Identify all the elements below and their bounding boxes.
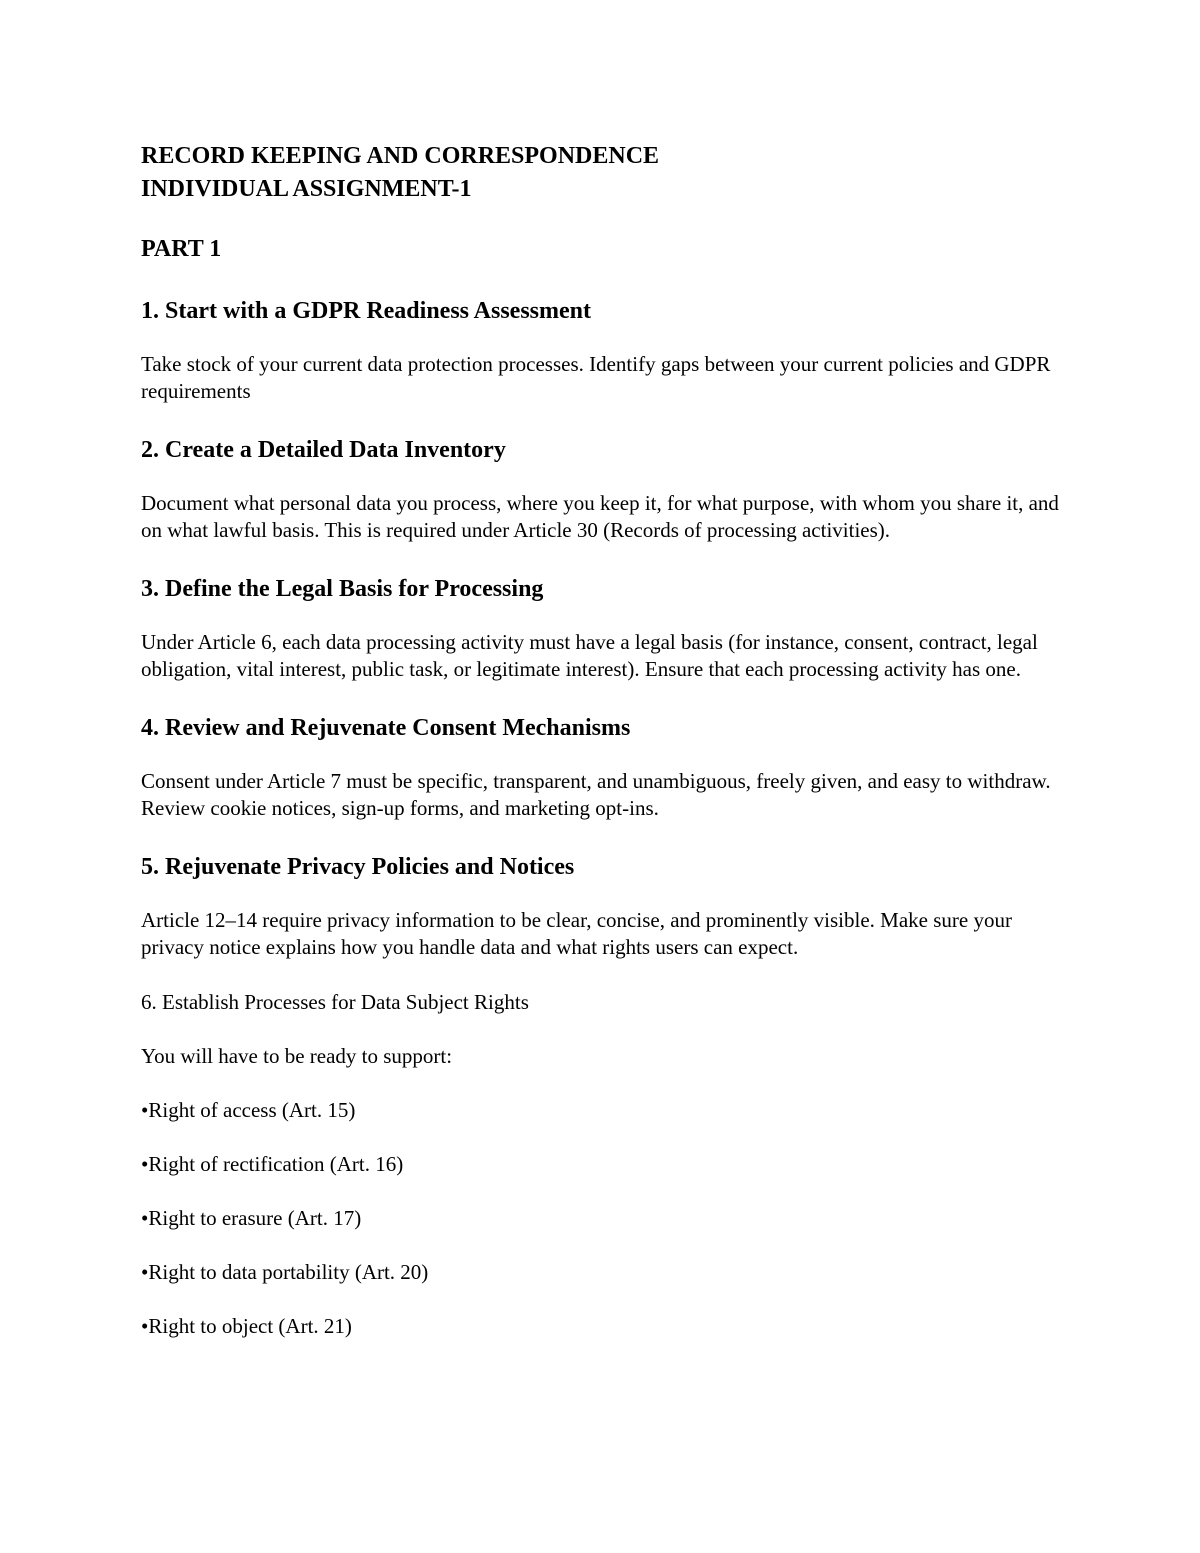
list-item: •Right to erasure (Art. 17) [141, 1206, 362, 1230]
section-heading: 1. Start with a GDPR Readiness Assessment [141, 298, 591, 324]
list-item: •Right of rectification (Art. 16) [141, 1152, 404, 1176]
document-subtitle: INDIVIDUAL ASSIGNMENT-1 [141, 176, 472, 202]
section-heading: 3. Define the Legal Basis for Processing [141, 576, 544, 602]
section-4 [141, 712, 1061, 822]
section-2 [141, 434, 1061, 544]
part-heading: PART 1 [141, 236, 222, 262]
list-item: •Right of access (Art. 15) [141, 1098, 356, 1122]
section-3 [141, 573, 1061, 683]
section-body: Take stock of your current data protection processes. Identify gaps between your current policies and GDPR requirements [141, 352, 1051, 403]
section-body: Document what personal data you process, where you keep it, for what purpose, with whom you share it, and on what lawful basis. This is required under Article 30 (Records of processing activities). [141, 491, 1059, 542]
section-1 [141, 295, 1061, 405]
list-item: •Right to object (Art. 21) [141, 1314, 352, 1338]
section-5 [141, 851, 1061, 961]
section-body: Consent under Article 7 must be specific, transparent, and unambiguous, freely given, and easy to withdraw. Review cookie notices, sign-up forms, and marketing opt-ins. [141, 769, 1051, 820]
section-heading: 2. Create a Detailed Data Inventory [141, 437, 506, 463]
document-title: RECORD KEEPING AND CORRESPONDENCE [141, 143, 660, 169]
document-page [141, 140, 1061, 1340]
rights-list [141, 1097, 1061, 1340]
section-heading: 5. Rejuvenate Privacy Policies and Notices [141, 854, 575, 880]
section-body: Under Article 6, each data processing activity must have a legal basis (for instance, consent, contract, legal obligation, vital interest, public task, or legitimate interest). Ensure that each processing activity has one. [141, 630, 1038, 681]
list-item: •Right to data portability (Art. 20) [141, 1260, 429, 1284]
section-6 [141, 989, 1061, 1340]
section-heading: 6. Establish Processes for Data Subject Rights [141, 990, 529, 1014]
section-intro: You will have to be ready to support: [141, 1044, 453, 1068]
section-heading: 4. Review and Rejuvenate Consent Mechanisms [141, 715, 631, 741]
section-body: Article 12–14 require privacy information to be clear, concise, and prominently visible. Make sure your privacy notice explains how you handle data and what rights users can expect. [141, 908, 1012, 959]
